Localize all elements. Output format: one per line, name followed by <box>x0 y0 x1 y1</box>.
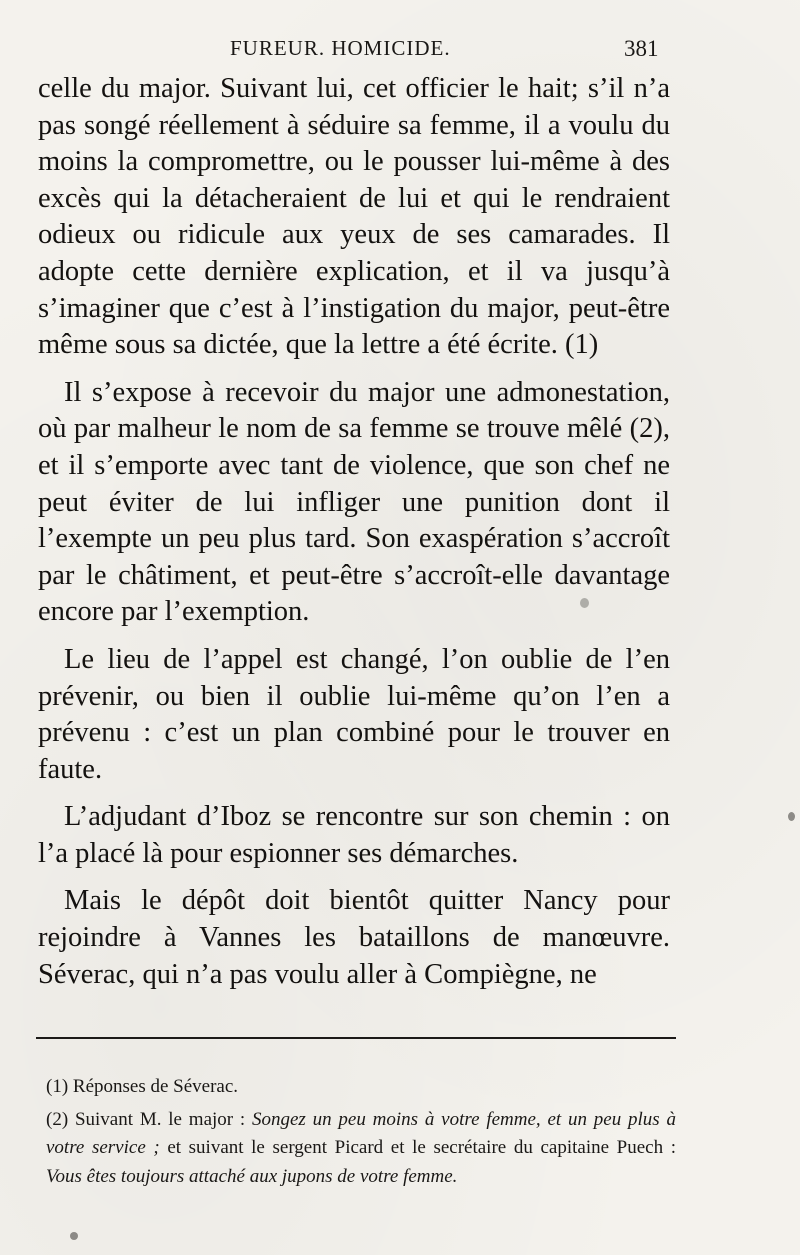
ink-speck <box>788 812 795 821</box>
footnote-rule <box>36 1037 676 1039</box>
ink-speck <box>70 1232 78 1240</box>
ink-speck <box>580 598 589 608</box>
paragraph-4: L’adjudant d’Iboz se rencontre sur son chemin : on l’a placé là pour espionner ses démarches. <box>38 801 670 869</box>
paragraph-5: Mais le dépôt doit bientôt quitter Nancy pour rejoindre à Vannes les bataillons de manœuvre. Séverac, qui n’a pas voulu aller à Compiègne, ne <box>38 885 670 990</box>
page-number: 381 <box>624 36 659 61</box>
footnote-2-intro: (2) Suivant M. le major : <box>46 1108 252 1130</box>
footnote-2-quote-2: Vous êtes toujours attaché aux jupons de votre femme. <box>46 1165 458 1187</box>
footnote-2-quote-1: Songez un peu moins à votre femme, et un peu plus à votre service ; <box>46 1108 676 1158</box>
footnote-1: (1) Réponses de Séverac. <box>46 1076 239 1097</box>
paragraph-3: Le lieu de l’appel est changé, l’on oublie de l’en prévenir, ou bien il oublie lui-même qu’on l’en a prévenu : c’est un plan combiné pour le trouver en faute. <box>38 643 670 785</box>
main-text <box>38 71 670 1004</box>
paragraph-2: Il s’expose à recevoir du major une admonestation, où par malheur le nom de sa femme se trouve mêlé (2), et il s’emporte avec tant de violence, que son chef ne peut éviter de lui infliger une punition dont il l’exempte un peu plus tard. Son exaspération s’accroît par le châtiment, et peut-être s’accroît-elle davantage encore par l’exemption. <box>38 376 670 628</box>
running-title: FUREUR. HOMICIDE. <box>230 36 451 60</box>
footnotes <box>46 1073 676 1191</box>
footnote-2-middle: et suivant le sergent Picard et le secrétaire du capitaine Puech : <box>159 1137 676 1158</box>
paragraph-1: celle du major. Suivant lui, cet officier le hait; s’il n’a pas songé réellement à séduire sa femme, il a voulu du moins la compromettre, ou le pousser lui-même à des excès qui la détacheraient de lui et qui le rendraient odieux ou ridicule aux yeux de ses camarades. Il adopte cette dernière explication, et il va jusqu’à s’imaginer que c’est à l’instigation du major, peut-être même sous sa dictée, que la lettre a été écrite. (1) <box>38 73 670 361</box>
footnote-2 <box>46 1106 676 1192</box>
